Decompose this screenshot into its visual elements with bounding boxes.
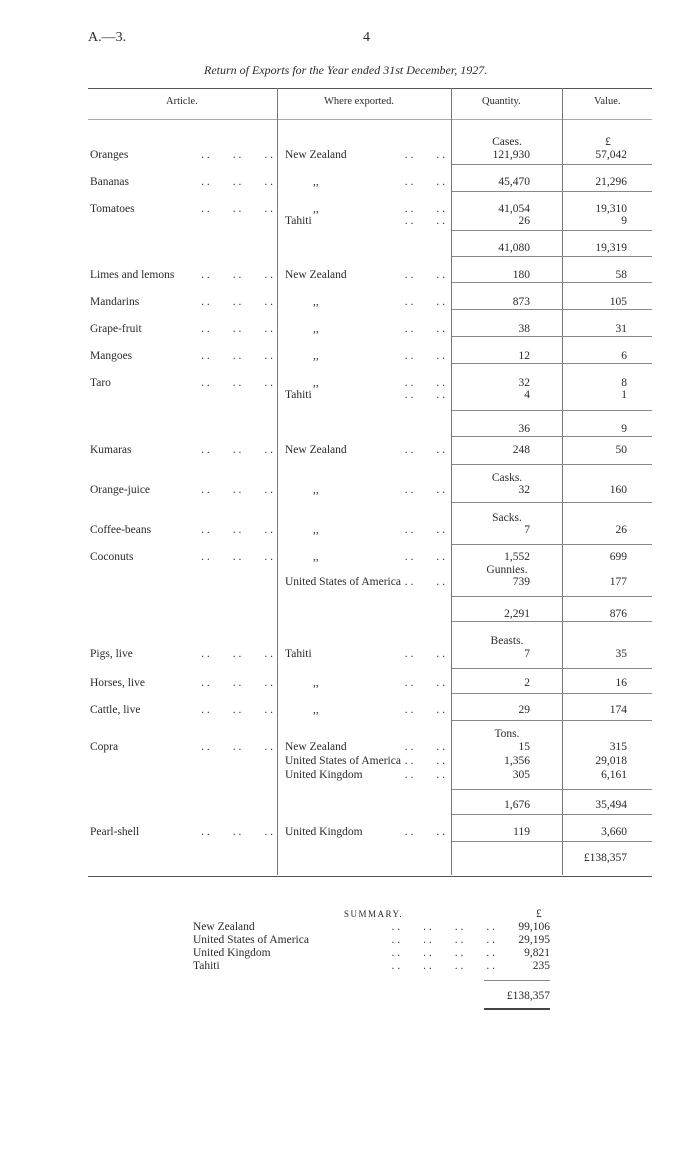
- ditto-mark: ,,: [313, 377, 319, 389]
- page-reference: A.—3.: [88, 30, 127, 45]
- summary-currency: £: [536, 908, 542, 920]
- page-title: Return of Exports for the Year ended 31st December, 1927.: [204, 63, 488, 77]
- leader-dots: . . . .: [404, 551, 445, 563]
- article-name: Horses, live: [90, 677, 145, 689]
- leader-dots: . . . .: [404, 576, 445, 588]
- value-cell: 26: [615, 524, 627, 536]
- value-cell: 16: [615, 677, 627, 689]
- value-cell: 57,042: [595, 149, 627, 161]
- ditto-mark: ,,: [313, 677, 319, 689]
- ditto-mark: ,,: [313, 551, 319, 563]
- leader-dots: . . . .: [404, 677, 445, 689]
- destination: Tahiti: [285, 215, 312, 227]
- leader-dots: . . . . . .: [201, 149, 273, 161]
- leader-dots: . . . . . .: [201, 176, 273, 188]
- article-name: Bananas: [90, 176, 129, 188]
- value-cell: 31: [615, 323, 627, 335]
- leader-dots: . . . .: [404, 741, 445, 753]
- leader-dots: . . . .: [404, 269, 445, 281]
- leader-dots: . . . .: [404, 215, 445, 227]
- value-cell: 6: [621, 350, 627, 362]
- summary-total: £138,357: [506, 990, 550, 1002]
- summary-heading: SUMMARY.: [344, 909, 404, 919]
- article-name: Copra: [90, 741, 119, 753]
- leader-dots: . . . .: [404, 704, 445, 716]
- leader-dots: . . . . . .: [201, 524, 273, 536]
- ditto-mark: ,,: [313, 350, 319, 362]
- quantity-unit: Cases.: [492, 136, 522, 148]
- destination: New Zealand: [285, 149, 347, 161]
- row-rule: [452, 789, 652, 790]
- destination: New Zealand: [285, 269, 347, 281]
- destination: New Zealand: [285, 444, 347, 456]
- row-rule: [452, 164, 652, 165]
- leader-dots: . . . . . . . .: [391, 934, 495, 946]
- quantity-unit: Beasts.: [490, 635, 524, 647]
- value-cell: 3,660: [601, 826, 627, 838]
- row-rule: [452, 668, 652, 669]
- header-quantity: Quantity.: [482, 96, 521, 107]
- article-name: Grape-fruit: [90, 323, 142, 335]
- quantity-subtotal: 36: [518, 423, 530, 435]
- value-cell: 8: [621, 377, 627, 389]
- leader-dots: . . . .: [404, 149, 445, 161]
- row-rule: [452, 230, 652, 231]
- grand-total: £138,357: [583, 852, 627, 864]
- quantity-subtotal: 1,676: [504, 799, 530, 811]
- quantity-cell: 1,356: [504, 755, 530, 767]
- quantity-cell: 32: [518, 484, 530, 496]
- leader-dots: . . . . . .: [201, 704, 273, 716]
- ditto-mark: ,,: [313, 203, 319, 215]
- leader-dots: . . . . . .: [201, 350, 273, 362]
- quantity-cell: 248: [512, 444, 530, 456]
- destination: United States of America: [285, 755, 401, 767]
- leader-dots: . . . . . .: [201, 377, 273, 389]
- leader-dots: . . . . . .: [201, 444, 273, 456]
- value-cell: 50: [615, 444, 627, 456]
- leader-dots: . . . .: [404, 377, 445, 389]
- row-rule: [452, 502, 652, 503]
- leader-dots: . . . .: [404, 296, 445, 308]
- article-name: Coconuts: [90, 551, 134, 563]
- row-rule: [452, 596, 652, 597]
- value-cell: 29,018: [595, 755, 627, 767]
- article-name: Taro: [90, 377, 111, 389]
- leader-dots: . . . .: [404, 484, 445, 496]
- quantity-cell: 121,930: [492, 149, 530, 161]
- leader-dots: . . . . . .: [201, 648, 273, 660]
- article-name: Cattle, live: [90, 704, 141, 716]
- ditto-mark: ,,: [313, 323, 319, 335]
- leader-dots: . . . .: [404, 444, 445, 456]
- value-cell: 105: [609, 296, 627, 308]
- value-cell: 35: [615, 648, 627, 660]
- ditto-mark: ,,: [313, 176, 319, 188]
- leader-dots: . . . .: [404, 769, 445, 781]
- quantity-cell: 873: [512, 296, 530, 308]
- summary-destination: United States of America: [193, 934, 309, 946]
- leader-dots: . . . . . .: [201, 296, 273, 308]
- destination: United Kingdom: [285, 826, 363, 838]
- value-cell: 6,161: [601, 769, 627, 781]
- quantity-cell: 12: [518, 350, 530, 362]
- leader-dots: . . . . . .: [201, 269, 273, 281]
- leader-dots: . . . . . . . .: [391, 960, 495, 972]
- value-cell: 160: [609, 484, 627, 496]
- article-name: Orange-juice: [90, 484, 151, 496]
- row-rule: [452, 410, 652, 411]
- header-article: Article.: [166, 96, 198, 107]
- leader-dots: . . . .: [404, 203, 445, 215]
- value-cell: 9: [621, 215, 627, 227]
- value-subtotal: 876: [609, 608, 627, 620]
- quantity-cell: 26: [518, 215, 530, 227]
- quantity-cell: 180: [512, 269, 530, 281]
- article-name: Coffee-beans: [90, 524, 152, 536]
- quantity-cell: 41,054: [498, 203, 530, 215]
- value-cell: 699: [609, 551, 627, 563]
- quantity-cell: 15: [518, 741, 530, 753]
- row-rule: [452, 841, 652, 842]
- leader-dots: . . . . . . . .: [391, 947, 495, 959]
- leader-dots: . . . .: [404, 389, 445, 401]
- value-unit: £: [605, 136, 611, 148]
- row-rule: [452, 282, 652, 283]
- value-cell: 21,296: [595, 176, 627, 188]
- quantity-cell: 7: [524, 648, 530, 660]
- quantity-unit: Sacks.: [492, 512, 522, 524]
- quantity-cell: 2: [524, 677, 530, 689]
- row-rule: [452, 336, 652, 337]
- destination: United Kingdom: [285, 769, 363, 781]
- ditto-mark: ,,: [313, 296, 319, 308]
- summary-destination: New Zealand: [193, 921, 255, 933]
- leader-dots: . . . . . . . .: [391, 921, 495, 933]
- row-rule: [452, 436, 652, 437]
- quantity-cell: 4: [524, 389, 530, 401]
- leader-dots: . . . .: [404, 524, 445, 536]
- summary-value: 9,821: [524, 947, 550, 959]
- leader-dots: . . . .: [404, 323, 445, 335]
- article-name: Mangoes: [90, 350, 133, 362]
- row-rule: [452, 720, 652, 721]
- leader-dots: . . . . . .: [201, 484, 273, 496]
- row-rule: [452, 464, 652, 465]
- quantity-cell: 1,552: [504, 551, 530, 563]
- value-subtotal: 9: [621, 423, 627, 435]
- quantity-unit: Tons.: [494, 728, 520, 740]
- article-name: Mandarins: [90, 296, 140, 308]
- quantity-cell: 45,470: [498, 176, 530, 188]
- quantity-subtotal: 41,080: [498, 242, 530, 254]
- summary-value: 235: [532, 960, 550, 972]
- value-cell: 1: [621, 389, 627, 401]
- article-name: Limes and lemons: [90, 269, 175, 281]
- value-cell: 177: [609, 576, 627, 588]
- value-subtotal: 35,494: [595, 799, 627, 811]
- leader-dots: . . . .: [404, 826, 445, 838]
- leader-dots: . . . . . .: [201, 741, 273, 753]
- value-cell: 19,310: [595, 203, 627, 215]
- summary-destination: United Kingdom: [193, 947, 271, 959]
- row-rule: [452, 544, 652, 545]
- leader-dots: . . . .: [404, 648, 445, 660]
- destination: Tahiti: [285, 648, 312, 660]
- article-name: Pigs, live: [90, 648, 133, 660]
- leader-dots: . . . . . .: [201, 551, 273, 563]
- destination: New Zealand: [285, 741, 347, 753]
- row-rule: [452, 309, 652, 310]
- leader-dots: . . . . . .: [201, 323, 273, 335]
- quantity-unit: Gunnies.: [486, 564, 528, 576]
- destination: Tahiti: [285, 389, 312, 401]
- row-rule: [452, 191, 652, 192]
- header-value: Value.: [594, 96, 621, 107]
- leader-dots: . . . .: [404, 755, 445, 767]
- row-rule: [452, 363, 652, 364]
- summary-value: 29,195: [518, 934, 550, 946]
- article-name: Kumaras: [90, 444, 132, 456]
- value-cell: 58: [615, 269, 627, 281]
- value-subtotal: 19,319: [595, 242, 627, 254]
- quantity-cell: 7: [524, 524, 530, 536]
- quantity-unit: Casks.: [491, 472, 523, 484]
- quantity-cell: 38: [518, 323, 530, 335]
- quantity-cell: 29: [518, 704, 530, 716]
- leader-dots: . . . .: [404, 350, 445, 362]
- row-rule: [452, 621, 652, 622]
- leader-dots: . . . . . .: [201, 677, 273, 689]
- header-where-exported: Where exported.: [324, 96, 394, 107]
- row-rule: [452, 256, 652, 257]
- summary-value: 99,106: [518, 921, 550, 933]
- quantity-cell: 32: [518, 377, 530, 389]
- quantity-cell: 119: [513, 826, 530, 838]
- article-name: Oranges: [90, 149, 129, 161]
- leader-dots: . . . . . .: [201, 826, 273, 838]
- quantity-cell: 739: [512, 576, 530, 588]
- ditto-mark: ,,: [313, 484, 319, 496]
- quantity-cell: 305: [512, 769, 530, 781]
- row-rule: [452, 814, 652, 815]
- destination: United States of America: [285, 576, 401, 588]
- row-rule: [452, 693, 652, 694]
- leader-dots: . . . . . .: [201, 203, 273, 215]
- page-number: 4: [363, 30, 370, 45]
- value-cell: 174: [609, 704, 627, 716]
- summary-destination: Tahiti: [193, 960, 220, 972]
- quantity-subtotal: 2,291: [504, 608, 530, 620]
- ditto-mark: ,,: [313, 524, 319, 536]
- article-name: Tomatoes: [90, 203, 135, 215]
- ditto-mark: ,,: [313, 704, 319, 716]
- leader-dots: . . . .: [404, 176, 445, 188]
- value-cell: 315: [609, 741, 627, 753]
- article-name: Pearl-shell: [90, 826, 140, 838]
